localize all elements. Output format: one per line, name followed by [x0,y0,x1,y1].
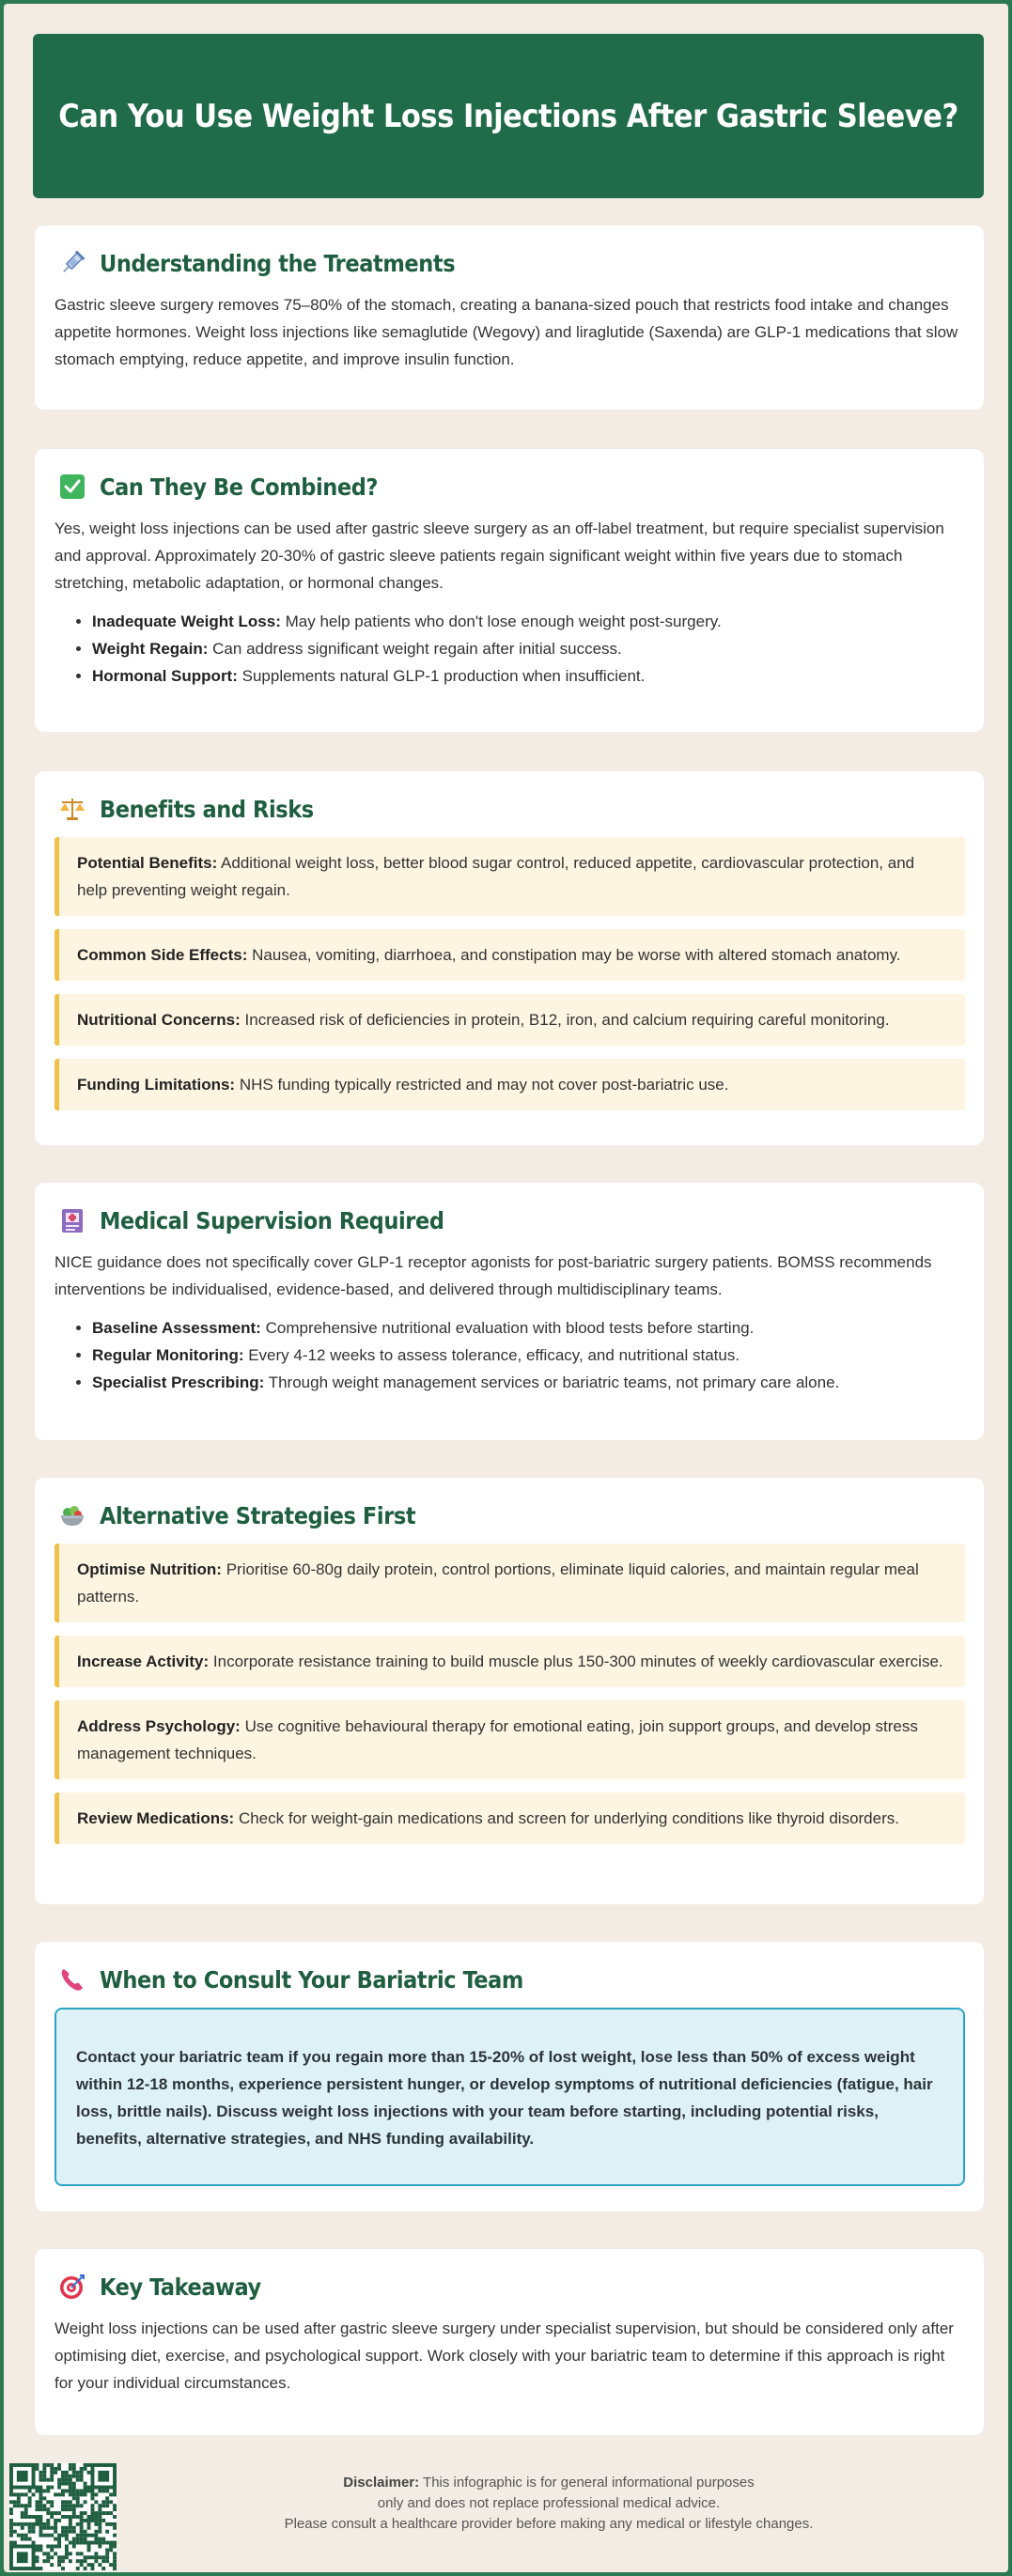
card-title-row [54,2270,965,2304]
medical-record-icon [56,1204,88,1236]
card-title-row [54,470,965,504]
card-title-row [54,1498,965,1532]
card-title-row [54,792,965,826]
disclaimer-label: Disclaimer: [343,2475,420,2491]
check-box-icon [56,471,88,503]
footer [4,2463,1008,2572]
card-title-row [54,246,965,280]
card-medical-supervision [35,1183,984,1440]
bullet-list [54,608,965,690]
card-heading: Can They Be Combined? [100,473,379,501]
card-alternative-strategies [35,1478,984,1904]
header-banner [33,34,984,198]
box-list [54,837,965,1110]
card-consult-team [35,1942,984,2211]
disclaimer [173,2473,925,2535]
info-box [54,1059,965,1110]
list-item [92,635,965,662]
bullet-list [54,1314,965,1396]
box-text: Nausea, vomiting, diarrhoea, and constipation may be worse with altered stomach anatomy. [252,946,901,964]
target-icon [56,2271,88,2303]
item-label: Inadequate Weight Loss: [92,613,281,630]
card-title-row [54,1963,965,1996]
info-box [54,837,965,916]
box-text: Additional weight loss, better blood sugar control, reduced appetite, cardiovascular protection, and help preventing weight regain. [77,854,915,899]
box-text: Check for weight-gain medications and screen for underlying conditions like thyroid disorders. [238,1809,899,1827]
card-heading: Medical Supervision Required [100,1206,444,1234]
card-body: Gastric sleeve surgery removes 75–80% of the stomach, creating a banana-sized pouch that restricts food intake and changes appetite hormones. Weight loss injections like semaglutide (Wegovy) and liraglutide (Saxenda) are GLP-1 medications that slow stomach emptying, reduce appetite, and improve insulin function. [54,296,958,368]
item-text: Supplements natural GLP-1 production when insufficient. [241,667,646,685]
syringe-icon [56,247,88,279]
info-box [54,1700,965,1779]
box-label: Review Medications: [77,1809,235,1827]
info-box [54,994,965,1046]
box-text: Increased risk of deficiencies in protein, B12, iron, and calcium requiring careful monitoring. [244,1011,890,1029]
item-text: Through weight management services or bariatric teams, not primary care alone. [268,1373,840,1391]
box-text: Prioritise 60-80g daily protein, control portions, eliminate liquid calories, and maintain regular meal patterns. [77,1560,919,1606]
box-label: Common Side Effects: [77,946,248,964]
box-list [54,1544,965,1844]
disclaimer-line: Please consult a healthcare provider before making any medical or lifestyle changes. [284,2516,814,2532]
item-label: Hormonal Support: [92,667,238,685]
card-body: Weight loss injections can be used after gastric sleeve surgery under specialist supervision, but should be considered only after optimising diet, exercise, and psychological support. Work closely with your bariatric team to determine if this approach is right for your individual circumstances. [54,2320,954,2392]
telephone-icon [56,1963,88,1995]
card-treatments [35,225,984,410]
item-text: Comprehensive nutritional evaluation with blood tests before starting. [265,1319,755,1337]
card-title-row [54,1203,965,1237]
item-text: Can address significant weight regain after initial success. [212,640,622,658]
card-heading: When to Consult Your Bariatric Team [100,1965,523,1994]
box-text: NHS funding typically restricted and may not cover post-bariatric use. [239,1076,729,1094]
box-label: Nutritional Concerns: [77,1011,241,1029]
card-body: Yes, weight loss injections can be used after gastric sleeve surgery as an off-label treatment, but require specialist supervision and approval. Approximately 20-30% of gastric sleeve patients regain significant weight within five years due to stomach stretching, metabolic adaptation, or hormonal changes. [54,520,944,592]
info-box [54,929,965,981]
list-item [92,608,965,635]
box-label: Potential Benefits: [77,854,218,872]
card-benefits-risks [35,771,984,1145]
qr-code[interactable] [9,2463,117,2570]
card-body: NICE guidance does not specifically cover GLP-1 receptor agonists for post-bariatric surgery patients. BOMSS recommends interventions be individualised, evidence-based, and delivered through multidisciplinary teams. [54,1253,932,1298]
item-label: Baseline Assessment: [92,1319,261,1337]
page-title: Can You Use Weight Loss Injections After Gastric Sleeve? [58,97,958,135]
info-box [54,1636,965,1687]
list-item [92,1314,965,1342]
item-label: Specialist Prescribing: [92,1373,265,1391]
list-item [92,662,965,690]
list-item [92,1342,965,1369]
item-text: Every 4-12 weeks to assess tolerance, efficacy, and nutritional status. [248,1346,740,1364]
box-text: Use cognitive behavioural therapy for emotional eating, join support groups, and develop stress management techniques. [77,1717,918,1762]
box-label: Optimise Nutrition: [77,1560,222,1578]
disclaimer-line: This infographic is for general informational purposes [423,2475,755,2491]
infographic-frame [4,4,1008,2572]
box-label: Funding Limitations: [77,1076,236,1094]
info-box [54,1544,965,1622]
box-label: Address Psychology: [77,1717,241,1735]
item-text: May help patients who don't lose enough weight post-surgery. [285,613,722,630]
list-item [92,1369,965,1396]
card-heading: Benefits and Risks [100,795,314,823]
card-key-takeaway [35,2249,984,2435]
balance-scale-icon [56,793,88,825]
box-text: Incorporate resistance training to build muscle plus 150-300 minutes of weekly cardiovascular exercise. [212,1653,943,1670]
card-heading: Alternative Strategies First [100,1501,416,1529]
item-label: Regular Monitoring: [92,1346,244,1364]
disclaimer-line: only and does not replace professional medical advice. [377,2495,721,2511]
consult-callout: Contact your bariatric team if you regain more than 15-20% of lost weight, lose less than 50% of excess weight within 12-18 months, experience persistent hunger, or develop symptoms of nutritional deficiencies (fatigue, hair loss, brittle nails). Discuss weight loss injections with your team before starting, including potential risks, benefits, alternative strategies, and NHS funding availability. [54,2008,965,2186]
item-label: Weight Regain: [92,640,209,658]
info-box [54,1792,965,1844]
salad-bowl-icon [56,1499,88,1531]
card-heading: Key Takeaway [100,2273,261,2301]
box-label: Increase Activity: [77,1653,210,1670]
card-combined [35,449,984,732]
card-heading: Understanding the Treatments [100,249,456,277]
